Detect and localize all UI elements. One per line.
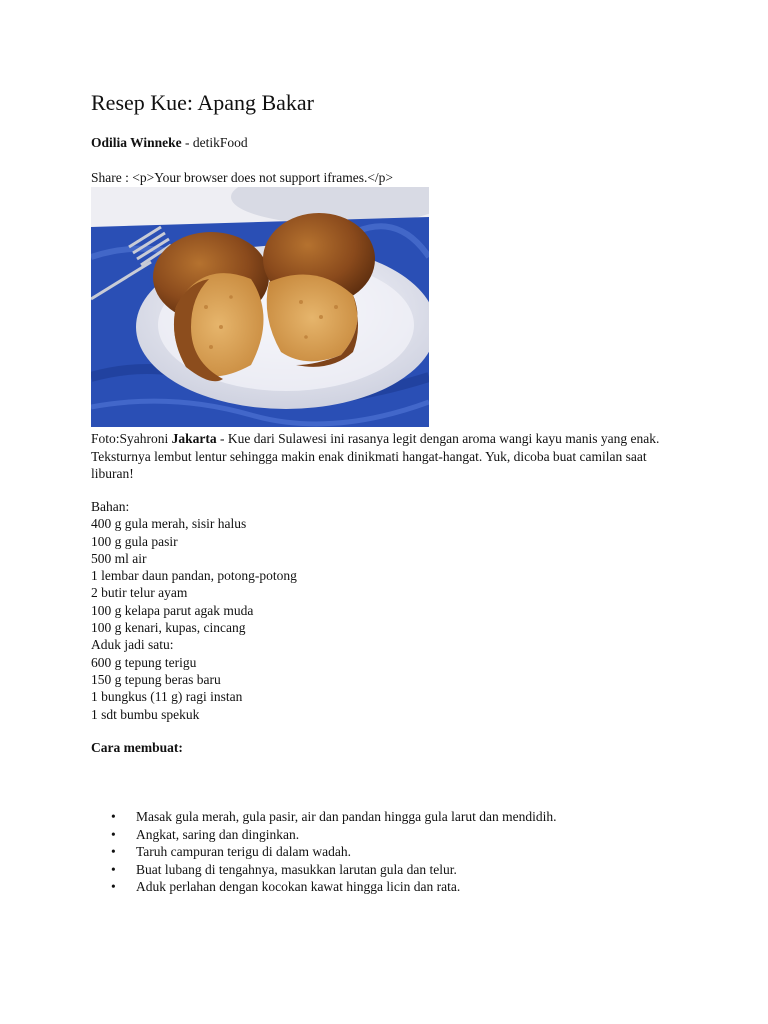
byline — [91, 135, 248, 151]
ingredient-item: 100 g gula pasir — [91, 533, 178, 549]
ingredients-list — [91, 498, 297, 723]
ingredient-item: 100 g kelapa parut agak muda — [91, 602, 254, 618]
photo-credit: Foto:Syahroni — [91, 431, 172, 446]
method-step: • Aduk perlahan dengan kocokan kawat hingga licin dan rata. — [91, 878, 556, 896]
method-step: • Taruh campuran terigu di dalam wadah. — [91, 843, 556, 861]
ingredient-item: 600 g tepung terigu — [91, 654, 197, 670]
ingredient-item: 1 lembar daun pandan, potong-potong — [91, 568, 297, 584]
method-step: • Masak gula merah, gula pasir, air dan pandan hingga gula larut dan mendidih. — [91, 808, 556, 826]
ingredient-item: 100 g kenari, kupas, cincang — [91, 620, 246, 636]
method-steps — [91, 808, 556, 896]
article-title: Resep Kue: Apang Bakar — [91, 90, 314, 115]
ingredients-heading: Bahan: — [91, 499, 130, 514]
photo-caption — [91, 430, 676, 483]
ingredient-item: 2 butir telur ayam — [91, 585, 188, 601]
caption-location: Jakarta — [171, 431, 217, 446]
share-line: Share : <p>Your browser does not support iframes.</p> — [91, 170, 394, 185]
method-step: • Buat lubang di tengahnya, masukkan larutan gula dan telur. — [91, 861, 556, 879]
method-step: • Angkat, saring dan dinginkan. — [91, 826, 556, 844]
food-photo — [91, 187, 429, 427]
ingredient-item: 500 ml air — [91, 550, 147, 566]
ingredient-item: 1 bungkus (11 g) ragi instan — [91, 689, 243, 705]
method-heading: Cara membuat: — [91, 740, 183, 755]
ingredient-item: 1 sdt bumbu spekuk — [91, 706, 200, 722]
caption-text: - Kue dari Sulawesi ini rasanya legit dengan aroma wangi kayu manis yang enak. Teksturnya lembut lentur sehingga makin enak dinikmati hangat-hangat. Yuk, dicoba buat camilan saat liburan! — [91, 431, 660, 481]
ingredient-item: 400 g gula merah, sisir halus — [91, 516, 247, 532]
ingredients-subheading: Aduk jadi satu: — [91, 637, 174, 653]
author-name: Odilia Winneke — [91, 135, 182, 150]
ingredient-item: 150 g tepung beras baru — [91, 671, 221, 687]
source-name: - detikFood — [181, 135, 248, 150]
